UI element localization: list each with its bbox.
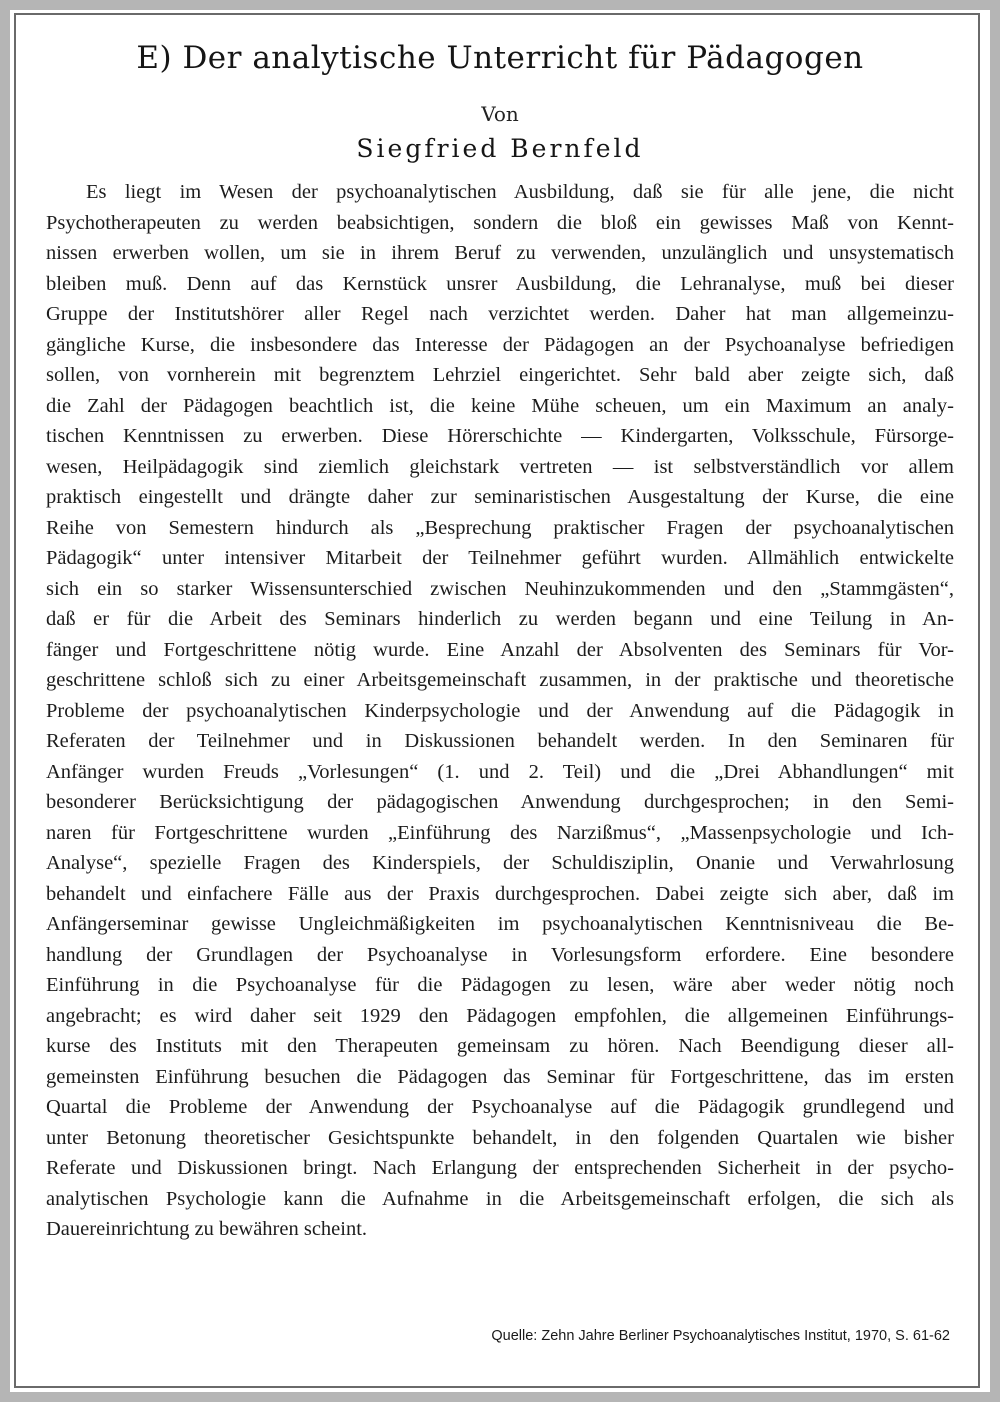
body-line: gängliche Kurse, die insbesondere das Interesse der Pädagogen an der Psychoanalyse befriedigen — [46, 333, 954, 356]
document-page — [46, 30, 954, 1245]
body-line: Probleme der psychoanalytischen Kinderpsychologie und der Anwendung auf die Pädagogik in — [46, 699, 954, 722]
body-line: geschrittene schloß sich zu einer Arbeitsgemeinschaft zusammen, in der praktische und theoretische — [46, 669, 954, 691]
source-citation: Quelle: Zehn Jahre Berliner Psychoanalytisches Institut, 1970, S. 61-62 — [491, 1328, 950, 1344]
body-line: besonderer Berücksichtigung der pädagogischen Anwendung durchgesprochen; in den Semi- — [46, 791, 954, 813]
document-title: E) Der analytische Unterricht für Pädagogen — [136, 40, 864, 76]
body-line: unter Betonung theoretischer Gesichtspunkte behandelt, in den folgenden Quartalen wie bisher — [46, 1126, 954, 1149]
body-line: behandelt und einfachere Fälle aus der Praxis durchgesprochen. Dabei zeigte sich aber, daß im — [46, 882, 954, 905]
body-line: nissen erwerben wollen, um sie in ihrem Beruf zu verwenden, unzulänglich und unsystematisch — [46, 242, 954, 264]
body-line: angebracht; es wird daher seit 1929 den Pädagogen empfohlen, die allgemeinen Einführungs- — [46, 1004, 954, 1027]
body-line: bleiben muß. Denn auf das Kernstück unsrer Ausbildung, die Lehranalyse, muß bei dieser — [46, 272, 954, 295]
body-line: praktisch eingestellt und drängte daher zur seminaristischen Ausgestaltung der Kurse, die eine — [46, 486, 954, 508]
body-line: gemeinsten Einführung besuchen die Pädagogen das Seminar für Fortgeschrittene, das im ersten — [46, 1065, 954, 1088]
body-line: Pädagogik“ unter intensiver Mitarbeit der Teilnehmer geführt wurden. Allmählich entwickelte — [46, 547, 954, 569]
body-line: wesen, Heilpädagogik sind ziemlich gleichstark vertreten — ist selbstverständlich vor allem — [46, 455, 954, 478]
body-line: naren für Fortgeschrittene wurden „Einführung des Narzißmus“, „Massenpsychologie und Ich- — [46, 821, 954, 844]
body-line: die Zahl der Pädagogen beachtlich ist, die keine Mühe scheuen, um ein Maximum an analy- — [46, 394, 954, 417]
body-line: Reihe von Semestern hindurch als „Besprechung praktischer Fragen der psychoanalytischen — [46, 516, 954, 539]
body-line: Dauereinrichtung zu bewähren scheint. — [46, 1218, 368, 1240]
body-line: Psychotherapeuten zu werden beabsichtigen, sondern die bloß ein gewisses Maß von Kennt- — [46, 211, 954, 234]
body-line: handlung der Grundlagen der Psychoanalyse in Vorlesungsform erfordere. Eine besondere — [46, 943, 954, 966]
body-line: kurse des Instituts mit den Therapeuten gemeinsam zu hören. Nach Beendigung dieser all- — [46, 1035, 954, 1057]
body-line: Gruppe der Institutshörer aller Regel nach verzichtet werden. Daher hat man allgemeinzu- — [46, 303, 954, 325]
body-line: Anfängerseminar gewisse Ungleichmäßigkeiten im psychoanalytischen Kenntnisniveau die Be- — [46, 913, 954, 935]
body-line: daß er für die Arbeit des Seminars hinderlich zu werden begann und eine Teilung in An- — [46, 608, 954, 630]
body-line: Anfänger wurden Freuds „Vorlesungen“ (1. und 2. Teil) und die „Drei Abhandlungen“ mit — [46, 760, 954, 783]
byline-von: Von — [481, 102, 519, 126]
body-line: Quartal die Probleme der Anwendung der Psychoanalyse auf die Pädagogik grundlegend und — [46, 1096, 954, 1118]
body-line: Einführung in die Psychoanalyse für die Pädagogen zu lesen, wäre aber weder nötig noch — [46, 974, 954, 996]
body-line: Es liegt im Wesen der psychoanalytischen Ausbildung, daß sie für alle jene, die nicht — [86, 181, 954, 203]
body-line: tischen Kenntnissen zu erwerben. Diese Hörerschichte — Kindergarten, Volksschule, Fürsorge- — [46, 425, 954, 447]
author-name: Siegfried Bernfeld — [356, 134, 644, 163]
body-line: fänger und Fortgeschrittene nötig wurde. Eine Anzahl der Absolventen des Seminars für Vor- — [46, 638, 954, 661]
body-line: sollen, von vornherein mit begrenztem Lehrziel eingerichtet. Sehr bald aber zeigte sich, daß — [46, 364, 954, 386]
body-paragraph — [46, 177, 954, 1245]
body-line: Referaten der Teilnehmer und in Diskussionen behandelt werden. In den Seminaren für — [46, 730, 954, 752]
body-line: analytischen Psychologie kann die Aufnahme in die Arbeitsgemeinschaft erfolgen, die sich als — [46, 1187, 954, 1210]
body-line: Referate und Diskussionen bringt. Nach Erlangung der entsprechenden Sicherheit in der psycho- — [46, 1157, 954, 1179]
body-line: Analyse“, spezielle Fragen des Kinderspiels, der Schuldisziplin, Onanie und Verwahrlosung — [46, 852, 954, 874]
body-line: sich ein so starker Wissensunterschied zwischen Neuhinzukommenden und den „Stammgästen“, — [46, 577, 954, 600]
